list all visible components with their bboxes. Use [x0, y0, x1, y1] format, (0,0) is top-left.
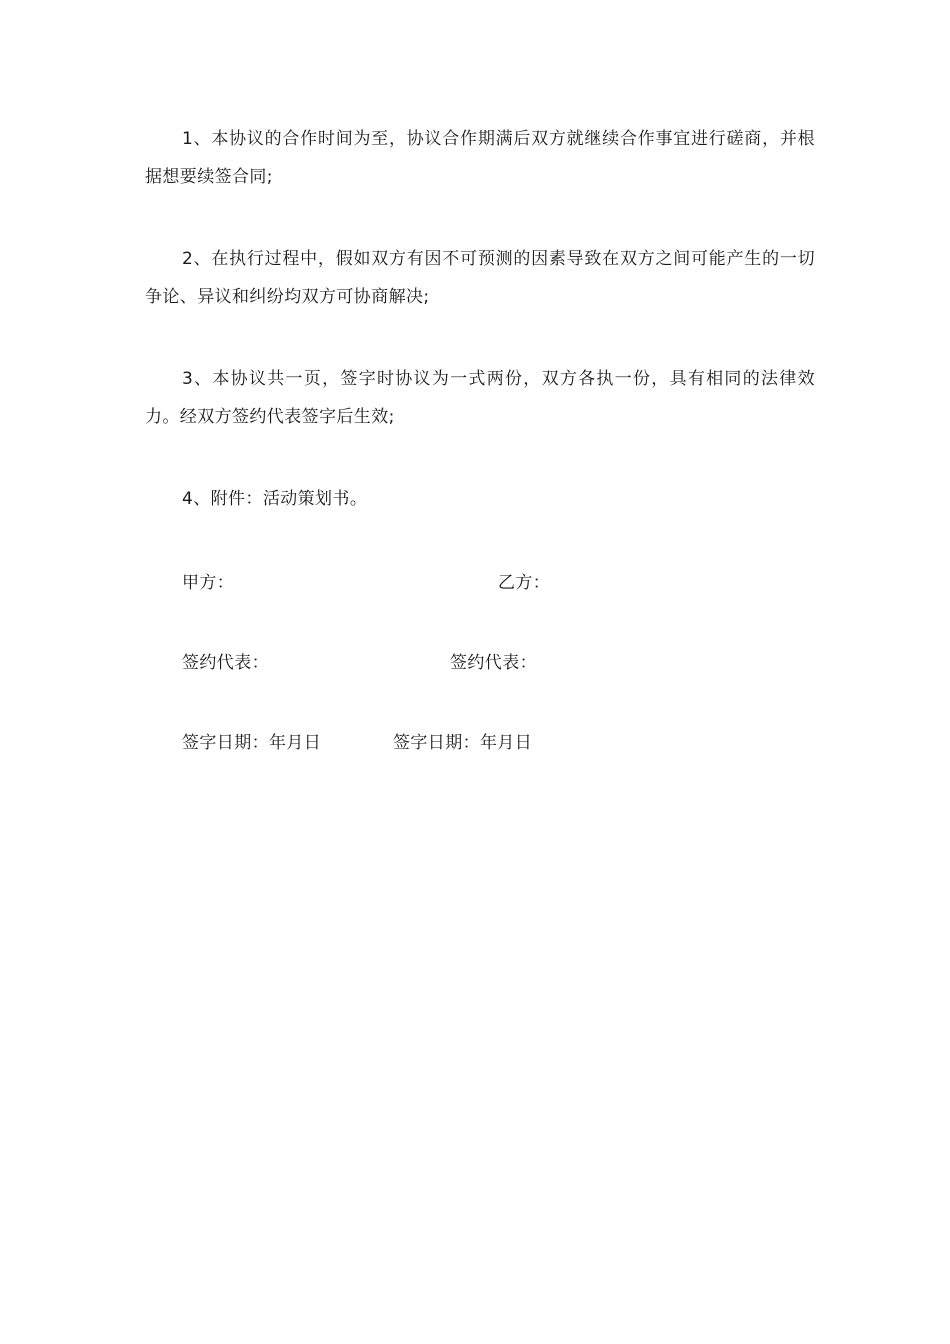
clause-2: 2、在执行过程中，假如双方有因不可预测的因素导致在双方之间可能产生的一切争论、异议和纠纷均双方可协商解决;	[145, 249, 815, 307]
party-a-label: 甲方：	[182, 573, 235, 593]
clause-4: 4、附件：活动策划书。	[182, 489, 368, 509]
date-a-label: 签字日期：年月日	[182, 733, 322, 753]
rep-a-label: 签约代表：	[182, 653, 269, 673]
signature-rep-row	[145, 644, 815, 724]
document-body	[145, 120, 815, 804]
rep-b-label: 签约代表：	[450, 653, 537, 673]
date-b-label: 签字日期：年月日	[393, 733, 533, 753]
clause-3: 3、本协议共一页，签字时协议为一式两份，双方各执一份，具有相同的法律效力。经双方签约代表签字后生效;	[145, 369, 815, 427]
party-b-label: 乙方：	[498, 573, 551, 593]
signature-party-row	[145, 564, 815, 644]
signature-date-row	[145, 724, 815, 804]
clause-1: 1、本协议的合作时间为至，协议合作期满后双方就继续合作事宜进行磋商，并根据想要续签合同;	[145, 129, 815, 187]
